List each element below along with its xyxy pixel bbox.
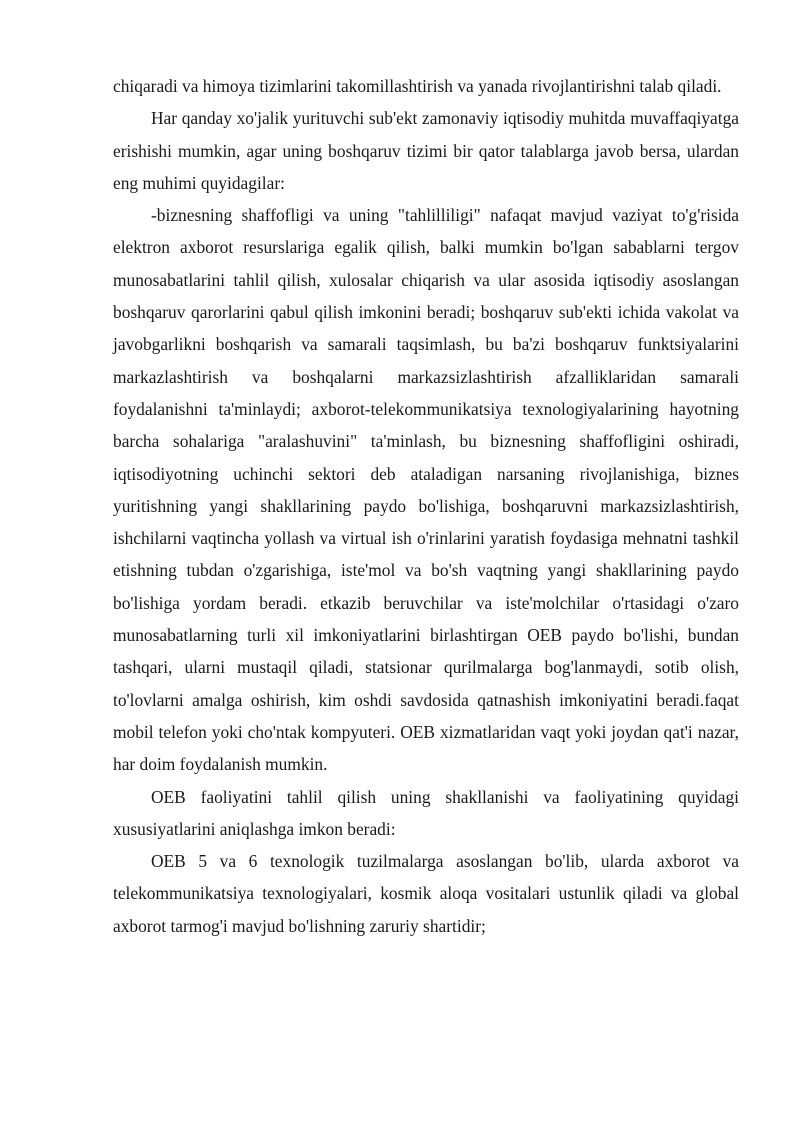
paragraph-requirements-intro: Har qanday xo'jalik yurituvchi sub'ekt zamonaviy iqtisodiy muhitda muvaffaqiyatga erishishi mumkin, agar uning boshqaruv tizimi bir qator talablarga javob bersa, ulardan eng muhimi quyidagilar:: [113, 108, 739, 193]
paragraph-oeb-analysis: OEB faoliyatini tahlil qilish uning shakllanishi va faoliyatining quyidagi xususiyatlarini aniqlashga imkon beradi:: [113, 786, 739, 839]
paragraph-business-transparency: -biznesning shaffofligi va uning "tahlilliligi" nafaqat mavjud vaziyat to'g'risida elektron axborot resurslariga egalik qilish, balki mumkin bo'lgan sabablarni tergov munosabatlarini tahlil qilish, xulosalar chiqarish va ular asosida iqtisodiy asoslangan boshqaruv qarorlarini qabul qilish imkonini beradi; boshqaruv sub'ekti ichida vakolat va javobgarlikni boshqarish va samarali taqsimlash, bu ba'zi boshqaruv funktsiyalarini markazlashtirish va boshqalarni markazsizlashtirish afzalliklaridan samarali foydalanishni ta'minlaydi; axborot-telekommunikatsiya texnologiyalarining hayotning barcha sohalariga "aralashuvini" ta'minlash, bu biznesning shaffofligini oshiradi, iqtisodiyotning uchinchi sektori deb ataladigan narsaning rivojlanishiga, biznes yuritishning yangi shakllarining paydo bo'lishiga, boshqaruvni markazsizlashtirish, ishchilarni vaqtincha yollash va virtual ish o'rinlarini yaratish foydasiga mehnatni tashkil etishning tubdan o'zgarishiga, iste'mol va bo'sh vaqtning yangi shakllarining paydo bo'lishiga yordam beradi. etkazib beruvchilar va iste'molchilar o'rtasidagi o'zaro munosabatlarning turli xil imkoniyatlarini birlashtirgan OEB paydo bo'lishi, bundan tashqari, ularni mustaqil qiladi, statsionar qurilmalarga bog'lanmaydi, sotib olish, to'lovlarni amalga oshirish, kim oshdi savdosida qatnashish imkoniyatini beradi.faqat mobil telefon yoki cho'ntak kompyuteri. OEB xizmatlaridan vaqt yoki joydan qat'i nazar, har doim foydalanish mumkin.: [113, 205, 739, 775]
paragraph-continuation: chiqaradi va himoya tizimlarini takomillashtirish va yanada rivojlantirishni talab qiladi.: [113, 76, 722, 96]
document-body: [113, 70, 739, 942]
paragraph-oeb-technologies: OEB 5 va 6 texnologik tuzilmalarga asoslangan bo'lib, ularda axborot va telekommunikatsiya texnologiyalari, kosmik aloqa vositalari ustunlik qiladi va global axborot tarmog'i mavjud bo'lishning zaruriy shartidir;: [113, 851, 739, 936]
